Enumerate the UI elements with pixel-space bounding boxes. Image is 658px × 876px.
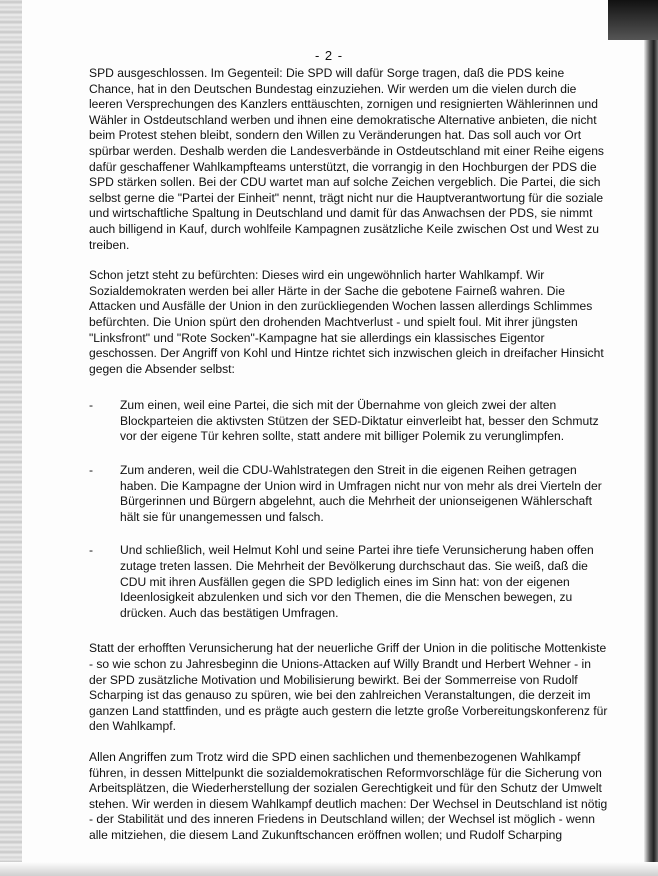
bullet-item — [89, 543, 609, 621]
bullet-marker: - — [89, 463, 94, 478]
scan-edge-right — [644, 0, 658, 876]
bullet-marker: - — [89, 543, 94, 558]
scan-edge-left — [0, 0, 22, 876]
bullet-text: Und schließlich, weil Helmut Kohl und seine Partei ihre tiefe Verunsicherung haben offen zutage treten lassen. Die Mehrheit der Bevölkerung durchschaut das. Sie weiß, daß die CDU mit ihren Ausfällen gegen die SPD lediglich eines im Sinn hat: von der eigenen Ideenlosigkeit abzulenken und sich vor den Themen, die die Menschen bewegen, zu drücken. Auch das bestätigen Umfragen. — [120, 543, 594, 620]
paragraph: Schon jetzt steht zu befürchten: Dieses wird ein ungewöhnlich harter Wahlkampf. Wir Sozialdemokraten werden bei aller Härte in der Sache die gebotene Fairneß wahren. Die Attacken und Ausfälle der Union in den zurückliegenden Wochen lassen allerdings Schlimmes befürchten. Die Union spürt den drohenden Machtverlust - und spielt foul. Mit ihrer jüngsten "Linksfront" und "Rote Socken"-Kampagne hat sie allerdings ein klassisches Eigentor geschossen. Der Angriff von Kohl und Hintze richtet sich inzwischen gleich in dreifacher Hinsicht gegen die Absender selbst: — [89, 268, 604, 376]
bullet-text: Zum anderen, weil die CDU-Wahlstrategen den Streit in die eigenen Reihen getragen haben. Die Kampagne der Union wird in Umfragen nicht nur von mehr als drei Vierteln der Bürgerinnen und Bürgern abgelehnt, auch die Mehrheit der unionseigenen Wählerschaft hält sie für unangemessen und falsch. — [120, 463, 602, 524]
paragraph: Allen Angriffen zum Trotz wird die SPD einen sachlichen und themenbezogenen Wahlkampf führen, in dessen Mittelpunkt die sozialdemokratischen Reformvorschläge für die Sicherung von Arbeitsplätzen, die Wiederherstellung der sozialen Gerechtigkeit und für den Schutz der Umwelt stehen. Wir werden in diesem Wahlkampf deutlich machen: Der Wechsel in Deutschland ist nötig - der Stabilität und des inneren Friedens in Deutschland willen; der Wechsel ist möglich - wenn alle mitziehen, die diesem Land Zukunftschancen eröffnen wollen; und Rudolf Scharping — [89, 749, 608, 842]
page-number: - 2 - — [314, 48, 344, 63]
body-text — [89, 66, 609, 859]
bullet-item — [89, 398, 609, 445]
scan-corner-top-right — [608, 0, 658, 40]
paragraph: Statt der erhofften Verunsicherung hat der neuerliche Griff der Union in die politische Mottenkiste - so wie schon zu Jahresbeginn die Unions-Attacken auf Willy Brandt und Herbert Wehner - in der SPD zusätzliche Motivation und Mobilisierung bewirkt. Bei der Sommerreise von Rudolf Scharping ist das genauso zu spüren, wie bei den zahlreichen Veranstaltungen, die derzeit im ganzen Land stattfinden, und es prägte auch gestern die letzte große Vorbereitungskonferenz für den Wahlkampf. — [89, 641, 608, 734]
bullet-text: Zum einen, weil eine Partei, die sich mit der Übernahme von gleich zwei der alten Blockparteien die aktivsten Stützen der SED-Diktatur einverleibt hat, besser den Schmutz vor der eigene Tür kehren sollte, statt andere mit billiger Polemik zu verunglimpfen. — [120, 398, 599, 444]
bullet-marker: - — [89, 398, 94, 413]
paragraph: SPD ausgeschlossen. Im Gegenteil: Die SPD will dafür Sorge tragen, daß die PDS keine Chance, hat in den Deutschen Bundestag einzuziehen. Wir werden um die vielen durch die leeren Versprechungen des Kanzlers enttäuschten, zornigen und resignierten Wählerinnen und Wähler in Ostdeutschland werben und ihnen eine demokratische Alternative anbieten, die nicht beim Protest stehen bleibt, sondern den Willen zu Veränderungen hat. Das soll auch vor Ort spürbar werden. Deshalb werden die Landesverbände in Ostdeutschland mit einer Reihe eigens dafür geschaffener Wahlkampfteams unterstützt, die vorrangig in den Hochburgen der PDS die SPD stärken sollen. Bei der CDU wartet man auf solche Zeichen vergeblich. Die Partei, die sich selbst gerne die "Partei der Einheit" nennt, trägt nicht nur die Hauptverantwortung für die soziale und wirtschaftliche Spaltung in Deutschland und damit für das Anwachsen der PDS, sie nimmt auch billigend in Kauf, durch wohlfeile Kampagnen zusätzliche Keile zwischen Ost und West zu treiben. — [89, 66, 604, 252]
scan-edge-bottom — [0, 862, 658, 876]
bullet-item — [89, 463, 609, 525]
